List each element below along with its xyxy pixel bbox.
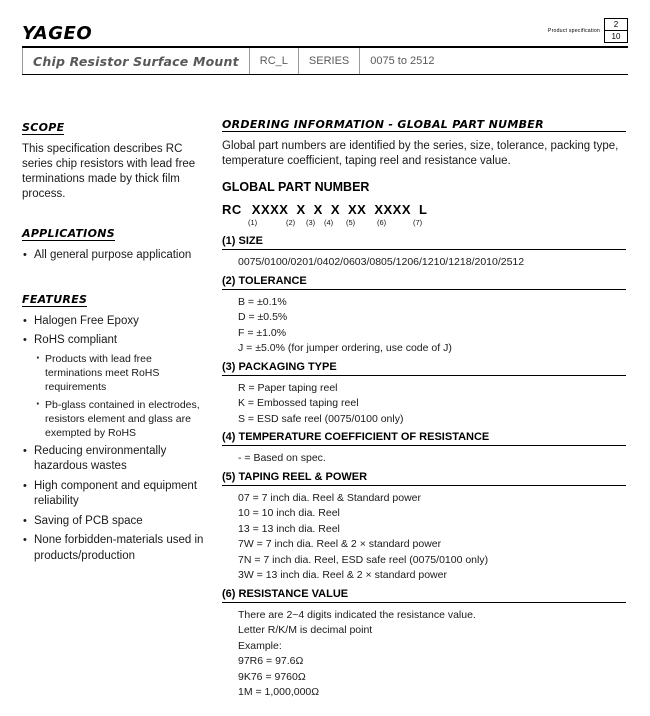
product-specification-label: Product specification [547,27,600,34]
left-column [22,118,204,568]
group-line: Example: [238,639,282,652]
group-heading: (1) SIZE [222,235,626,250]
pn-segment-5: XX [347,202,367,217]
pn-segment-3: X [313,202,323,217]
feature-label: Halogen Free Epoxy [34,314,139,327]
features-list [22,314,204,565]
group-line: 13 = 13 inch dia. Reel [238,522,340,535]
list-item [22,333,204,440]
group-lines [222,491,626,584]
group-lines [222,255,626,271]
global-part-number-title: GLOBAL PART NUMBER [222,180,370,194]
pn-index-2: (2) [286,218,296,227]
pn-prefix: RC [222,202,242,217]
list-item [22,533,204,564]
group-line: K = Embossed taping reel [238,397,359,409]
page-total: 10 [611,32,621,41]
pn-index-1: (1) [248,218,258,227]
feature-label: Saving of PCB space [34,514,143,527]
group-resistance-value [222,588,626,701]
feature-sublist [34,352,204,440]
pn-segment-1: XXXX [251,202,289,217]
group-heading: (4) TEMPERATURE COEFFICIENT OF RESISTANCE [222,431,626,446]
yageo-logo: YAGEO [22,23,93,44]
group-taping-reel-power [222,471,626,584]
group-line: S = ESD safe reel (0075/0100 only) [238,412,404,425]
pn-segment-6: XXXX [374,202,412,217]
group-heading: (5) TAPING REEL & POWER [222,471,626,486]
group-line: 10 = 10 inch dia. Reel [238,507,340,519]
group-line: D = ±0.5% [238,311,288,323]
group-line: R = Paper taping reel [238,381,338,394]
feature-label: None forbidden-materials used in products/production [34,534,204,562]
group-line: 0075/0100/0201/0402/0603/0805/1206/1210/1218/2010/2512 [238,256,525,268]
brand-row [22,18,628,44]
pn-segment-4: X [330,202,340,217]
ordering-information-intro: Global part numbers are identified by the series, size, tolerance, packing type, temperature coefficient, taping reel and resistance value. [222,140,619,167]
scope-heading: SCOPE [22,121,65,134]
list-item [22,479,204,510]
document-title: Chip Resistor Surface Mount [33,53,239,69]
scope-text: This specification describes RC series chip resistors with lead free terminations made by thick film process. [22,143,196,200]
group-heading: (2) TOLERANCE [222,275,626,290]
group-size [222,235,626,271]
group-line: 7W = 7 inch dia. Reel & 2 × standard power [238,538,442,550]
header-series-label: SERIES [308,55,350,67]
sub-list-item: · Products with lead free terminations meet RoHS requirements [34,352,204,394]
group-line: B = ±0.1% [238,295,287,308]
header-size-range: 0075 to 2512 [370,55,435,67]
header-title-row [22,48,628,74]
page-header [22,18,628,75]
page-current: 2 [605,19,627,31]
group-line: Letter R/K/M is decimal point [238,624,373,636]
group-tolerance [222,275,626,357]
features-heading: FEATURES [22,292,88,306]
pn-index-7: (7) [413,218,423,227]
group-line: F = ±1.0% [238,326,287,339]
spacer [22,202,204,224]
group-line: 7N = 7 inch dia. Reel, ESD safe reel (0075/0100 only) [238,553,489,566]
list-item [22,314,204,330]
ordering-information-heading: ORDERING INFORMATION - GLOBAL PART NUMBER [222,118,626,132]
group-line: J = ±5.0% (for jumper ordering, use code of J) [238,342,452,354]
part-number-pattern [222,202,626,217]
group-temperature-coefficient [222,431,626,467]
pn-index-5: (5) [346,218,356,227]
applications-heading: APPLICATIONS [22,227,115,240]
part-number-index-row [248,218,626,227]
group-heading: (6) RESISTANCE VALUE [222,588,626,603]
group-line: 1M = 1,000,000Ω [238,686,320,698]
group-line: 07 = 7 inch dia. Reel & Standard power [238,491,421,504]
list-item [22,514,204,530]
header-rule-bottom [22,74,628,75]
group-line: - = Based on spec. [238,452,326,464]
right-column [222,118,626,705]
sub-list-item: · Pb-glass contained in electrodes, resistors element and glass are exempted by RoHS [34,398,204,440]
group-line: 97R6 = 97.6Ω [238,655,304,667]
spec-page-indicator [548,18,628,44]
header-part-cell [250,48,299,74]
feature-label: RoHS compliant [34,334,118,346]
group-line: There are 2~4 digits indicated the resistance value. [238,608,476,621]
group-lines [222,451,626,467]
pn-index-4: (4) [324,218,334,227]
header-series-cell [299,48,360,74]
feature-label: Reducing environmentally hazardous wastes [34,444,167,472]
header-part-code: RC_L [259,55,288,67]
feature-label: High component and equipment reliability [34,479,198,507]
group-lines [222,381,626,428]
list-item [22,444,204,475]
group-line: 3W = 13 inch dia. Reel & 2 × standard power [238,569,447,581]
pn-segment-7: L [419,202,428,217]
group-lines [222,295,626,357]
pn-segment-2: X [296,202,306,217]
header-title-cell [22,48,250,74]
pn-index-6: (6) [377,218,387,227]
spacer [22,268,204,290]
list-item: • All general purpose application [22,248,204,264]
page-number-box [604,18,628,43]
applications-list [22,248,204,264]
group-line: 9K76 = 9760Ω [238,670,306,683]
pn-index-3: (3) [306,218,316,227]
group-packaging-type [222,361,626,428]
group-heading: (3) PACKAGING TYPE [222,361,626,376]
header-range-cell [360,48,444,74]
group-lines [222,608,626,701]
